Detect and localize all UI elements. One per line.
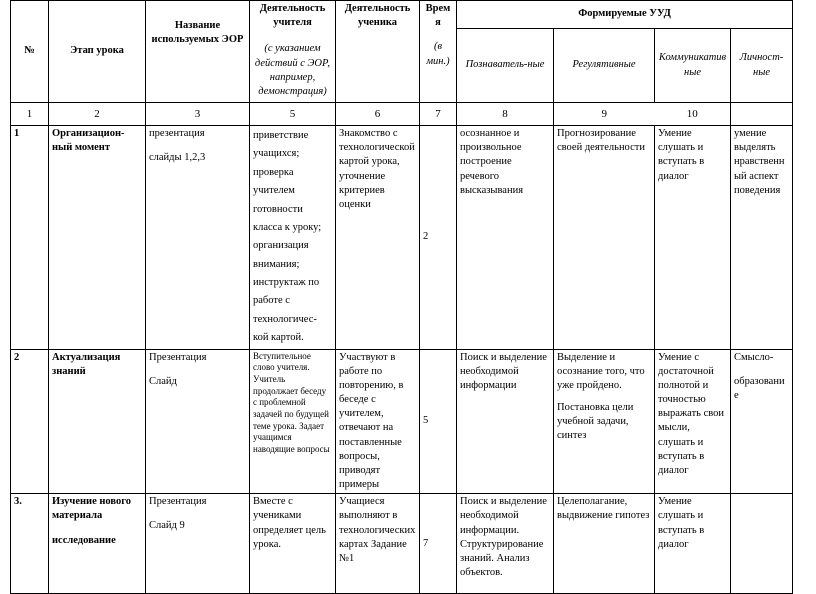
row-student: Учащиеся выполняют в технологических картах Задание №1 [336,494,420,594]
header-time-title: Время [425,3,451,29]
row-num: 2 [11,349,49,494]
row-teacher: приветствие учащихся; проверка учителем готовности класса к уроку; организация внимания; инструктаж по работе с технологичес-кой картой. [250,126,336,350]
header-time [420,1,457,103]
row-personal-line: образование [734,375,785,401]
row-time: 7 [420,494,457,594]
header-row [11,1,793,29]
row-communicative: Умение слушать и вступать в диалог [655,126,731,350]
col-number: 7 [420,103,457,126]
row-teacher: Вместе с учениками определяет цель урока. [250,494,336,594]
header-teacher-note: (с указанием действий с ЭОР, например, демонстрация) [254,43,331,97]
lesson-plan-table [10,0,793,594]
row-stage: Организацион-ный момент [49,126,146,350]
table-row [11,126,793,350]
header-num: № [11,1,49,103]
row-regulative-line: Выделение и осознание того, что уже пройдено. [557,351,645,391]
column-numbers-row [11,103,793,126]
row-cognitive: осознанное и произвольное построение речевого высказывания [457,126,554,350]
table-row [11,349,793,494]
header-uud-regulative: Регулятивные [554,29,655,103]
header-student: Деятельность ученика [336,1,420,103]
header-eor: Название используемых ЭОР [146,1,250,103]
col-number: 8 [457,103,554,126]
header-teacher [250,1,336,103]
row-stage [49,494,146,594]
col-number: 9 [601,107,607,120]
row-student: Участвуют в работе по повторению, в беседе с учителем, отвечают на поставленные вопросы, приводят примеры [336,349,420,494]
header-teacher-title: Деятельность учителя [259,3,326,29]
col-number: 5 [250,103,336,126]
row-teacher: Вступительное слово учителя. Учитель продолжает беседу с проблемной задачей по будущей теме урока. Задает учащимся наводящие вопросы [250,349,336,494]
col-number: 1 [11,103,49,126]
col-number: 2 [49,103,146,126]
row-personal: умение выделять нравственный аспект поведения [731,126,793,350]
col-number: 3 [146,103,250,126]
row-eor-line: Слайд 9 [149,520,185,532]
row-regulative: Прогнозирование своей деятельности [554,126,655,350]
row-eor-line: презентация [149,128,205,139]
row-regulative [554,349,655,494]
row-personal [731,349,793,494]
row-stage: Актуализация знаний [49,349,146,494]
table-row [11,494,793,594]
row-eor-line: Презентация [149,496,207,508]
row-time: 5 [420,349,457,494]
row-communicative: Умение с достаточной полнотой и точностью выражать свои мысли, слушать и вступать в диалог [655,349,731,494]
header-uud: Формируемые УУД [457,1,793,29]
row-regulative-line: Постановка цели учебной задачи, синтез [557,402,634,442]
header-time-note: (в мин.) [426,41,450,67]
col-number-pair [554,103,731,126]
row-communicative: Умение слушать и вступать в диалог [655,494,731,594]
header-uud-communicative: Коммуникативные [655,29,731,103]
row-stage-line: Изучение нового материала [52,496,132,522]
row-personal-line: Смысло- [734,351,774,363]
row-num: 3. [11,494,49,594]
col-number-empty [731,103,793,126]
row-eor-line: Слайд [149,375,177,387]
row-cognitive: Поиск и выделение необходимой информации. Структурирование знаний. Анализ объектов. [457,494,554,594]
row-stage-line: исследование [52,534,116,546]
row-cognitive: Поиск и выделение необходимой информации [457,349,554,494]
row-regulative: Целеполагание, выдвижение гипотез [554,494,655,594]
row-num: 1 [11,126,49,350]
row-eor [146,494,250,594]
row-personal [731,494,793,594]
row-eor [146,126,250,350]
row-eor-line: Презентация [149,351,207,363]
row-time: 2 [420,126,457,350]
header-uud-cognitive: Познаватель-ные [457,29,554,103]
col-number: 10 [686,107,698,120]
row-student: Знакомство с технологической картой урока, уточнение критериев оценки [336,126,420,350]
row-eor [146,349,250,494]
header-stage: Этап урока [49,1,146,103]
col-number: 6 [336,103,420,126]
header-uud-personal: Личност-ные [731,29,793,103]
row-eor-line: слайды 1,2,3 [149,152,206,164]
